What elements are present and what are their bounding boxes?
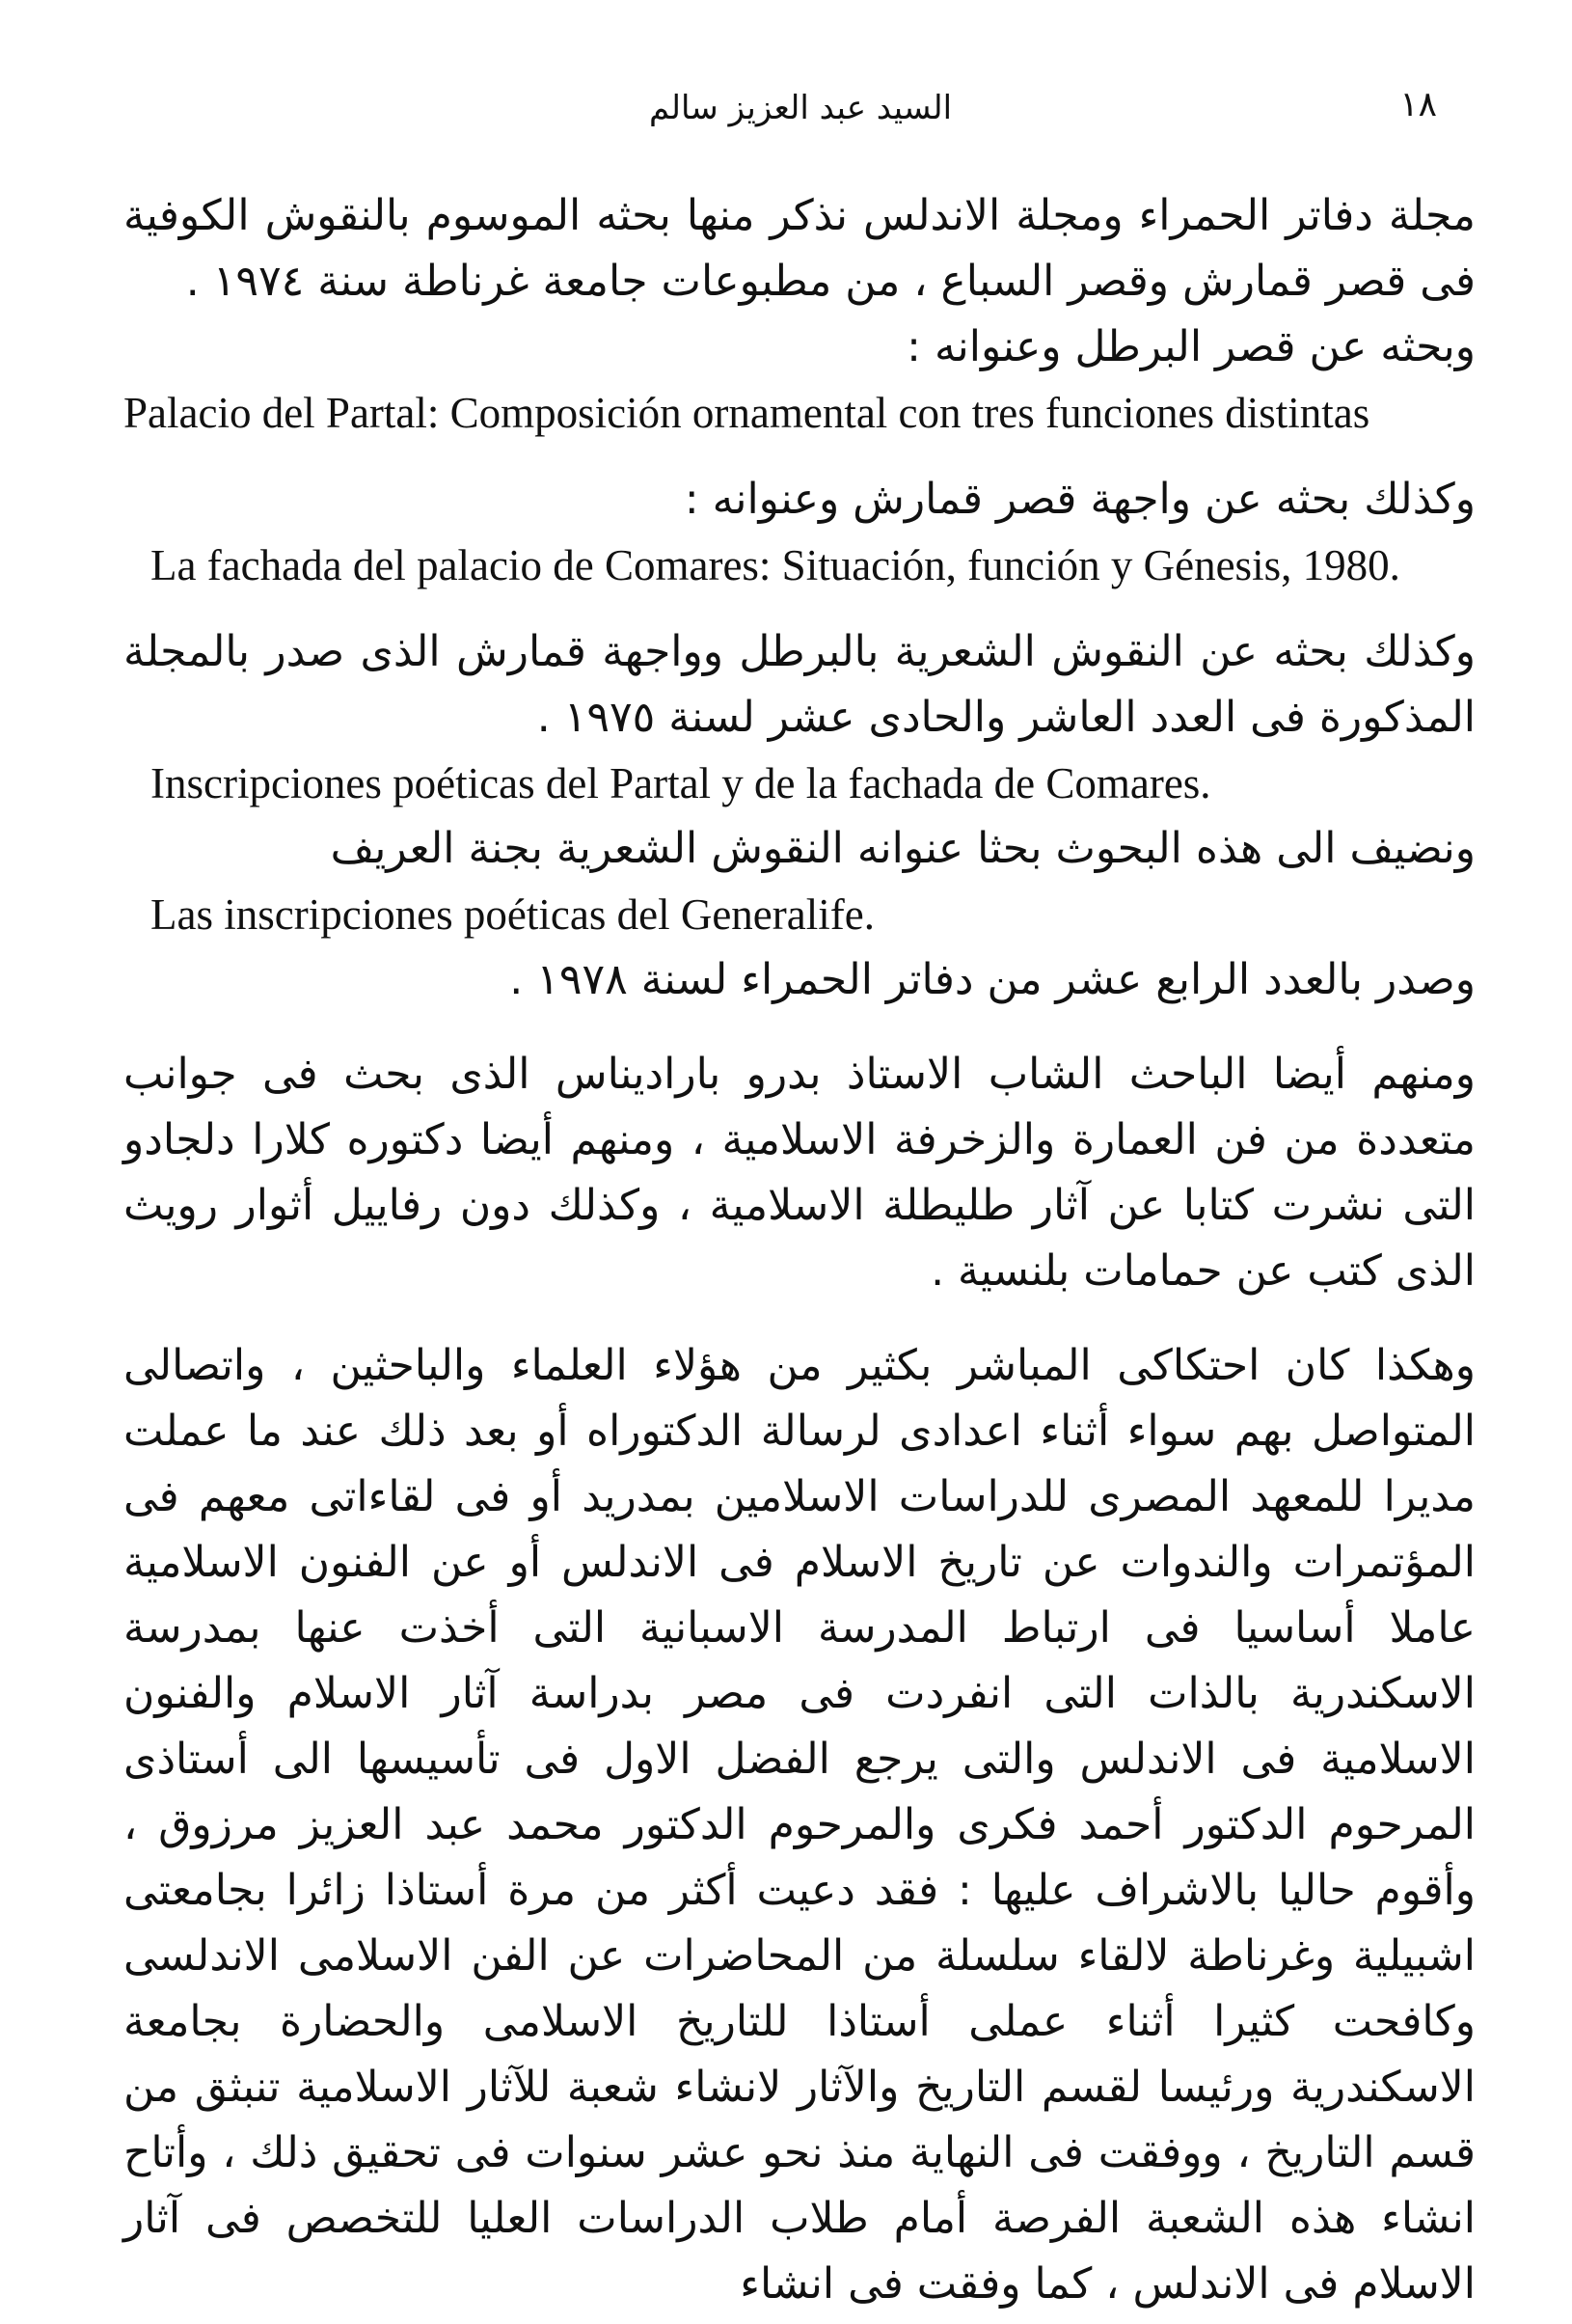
paragraph-other-researchers: ومنهم أيضا الباحث الشاب الاستاذ بدرو بارادیناس الذى بحث فى جوانب متعددة من فن العمارة والزخرفة الاسلامية ، ومنهم أيضا دكتوره كلارا دلجادو التى نشرت كتابا عن آثار طليطلة الاسلامية ، وكذلك دون رفاييل أثوار رويث الذى كتب عن حمامات بلنسية . [123, 1050, 1476, 1296]
paragraph-inscriptions-intro: وكذلك بحثه عن النقوش الشعرية بالبرطل وواجهة قمارش الذى صدر بالمجلة المذكورة فى العدد العاشر والحادى عشر لسنة ١٩٧٥ . [123, 627, 1476, 742]
paragraph-partal-intro: وبحثه عن قصر البرطل وعنوانه : [907, 322, 1476, 371]
paragraph-generalife-intro: ونضيف الى هذه البحوث بحثا عنوانه النقوش الشعرية بجنة العريف [330, 824, 1476, 873]
citation-partal: Palacio del Partal: Composición ornamental con tres funciones distintas [123, 389, 1370, 437]
paragraph-generalife-issue: وصدر بالعدد الرابع عشر من دفاتر الحمراء لسنة ١٩٧٨ . [509, 955, 1476, 1004]
page-header [125, 85, 1476, 143]
citation-inscriptions: Inscripciones poéticas del Partal y de la fachada de Comares. [150, 759, 1211, 807]
paragraph-comares-intro: وكذلك بحثه عن واجهة قصر قمارش وعنوانه : [684, 475, 1476, 524]
paragraph-journals: مجلة دفاتر الحمراء ومجلة الاندلس نذكر منها بحثه الموسوم بالنقوش الكوفية فى قصر قمارش وقصر السباع ، من مطبوعات جامعة غرناطة سنة ١٩٧٤ . [123, 191, 1476, 306]
body-text [123, 183, 1476, 2317]
paragraph-school-connection: وهكذا كان احتكاكى المباشر بكثير من هؤلاء العلماء والباحثين ، واتصالى المتواصل بهم سواء أثناء اعدادى لرسالة الدكتوراه أو بعد ذلك عند ما عملت مديرا للمعهد المصرى للدراسات الاسلامين بمدريد أو فى لقاءاتى معهم فى المؤتمرات والندوات عن تاريخ الاسلام فى الاندلس أو عن الفنون الاسلامية عاملا أساسيا فى ارتباط المدرسة الاسبانية التى أخذت عنها بمدرسة الاسكندرية بالذات التى انفردت فى مصر بدراسة آثار الاسلام والفنون الاسلامية فى الاندلس والتى يرجع الفضل الاول فى تأسيسها الى أستاذى المرحوم الدكتور أحمد فكرى والمرحوم الدكتور محمد عبد العزيز مرزوق ، وأقوم حاليا بالاشراف عليها : فقد دعيت أكثر من مرة أستاذا زائرا بجامعتى اشبيلية وغرناطة لالقاء سلسلة من المحاضرات عن الفن الاسلامى الاندلسى وكافحت كثيرا أثناء عملى أستاذا للتاريخ الاسلامى والحضارة بجامعة الاسكندرية ورئيسا لقسم التاريخ والآثار لانشاء شعبة للآثار الاسلامية تنبثق من قسم التاريخ ، ووفقت فى النهاية منذ نحو عشر سنوات فى تحقيق ذلك ، وأتاح انشاء هذه الشعبة الفرصة أمام طلاب الدراسات العليا للتخصص فى آثار الاسلام فى الاندلس ، كما وفقت فى انشاء [123, 1341, 1476, 2309]
page-number: ١٨ [1399, 85, 1437, 124]
citation-generalife: Las inscripciones poéticas del Generalife. [150, 890, 875, 939]
citation-comares: La fachada del palacio de Comares: Situación, función y Génesis, 1980. [150, 541, 1400, 589]
running-head: السيد عبد العزيز سالم [648, 89, 953, 127]
